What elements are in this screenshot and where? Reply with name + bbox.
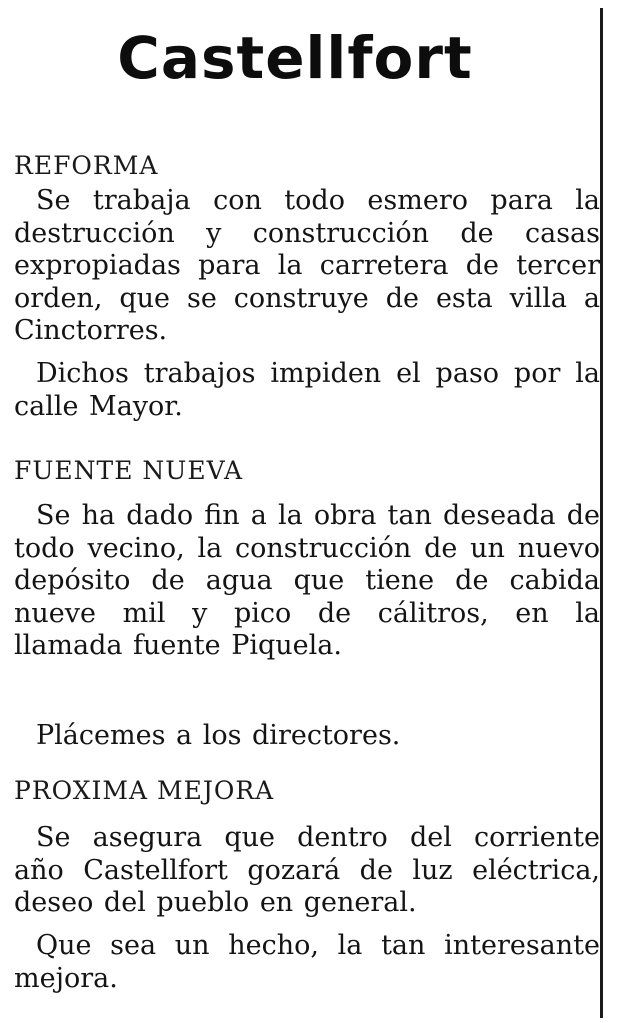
column-rule xyxy=(600,8,603,1018)
paragraph-fuente-nueva-2: Plácemes a los directores. xyxy=(36,720,401,751)
article-title: Castellfort xyxy=(117,24,473,92)
section-heading-reforma: REFORMA xyxy=(14,151,159,180)
paragraph-reforma-2: Dichos trabajos impiden el paso por la calle Mayor. xyxy=(14,358,600,422)
section-heading-fuente-nueva: FUENTE NUEVA xyxy=(14,456,244,485)
paragraph-fuente-nueva-1: Se ha dado fin a la obra tan deseada de todo vecino, la construcción de un nuevo depósito de agua que tiene de cabida nueve mil y pico de cálitros, en la llamada fuente Piquela. xyxy=(14,500,600,661)
paragraph-reforma-1: Se trabaja con todo esmero para la destrucción y construcción de casas expropiadas para la carretera de tercer orden, que se construye de esta villa a Cinctorres. xyxy=(14,185,600,346)
section-heading-proxima-mejora: PROXIMA MEJORA xyxy=(14,776,275,805)
paragraph-proxima-mejora-2: Que sea un hecho, la tan interesante mejora. xyxy=(14,930,600,994)
paragraph-proxima-mejora-1: Se asegura que dentro del corriente año Castellfort gozará de luz eléctrica, deseo del pueblo en general. xyxy=(14,822,600,918)
